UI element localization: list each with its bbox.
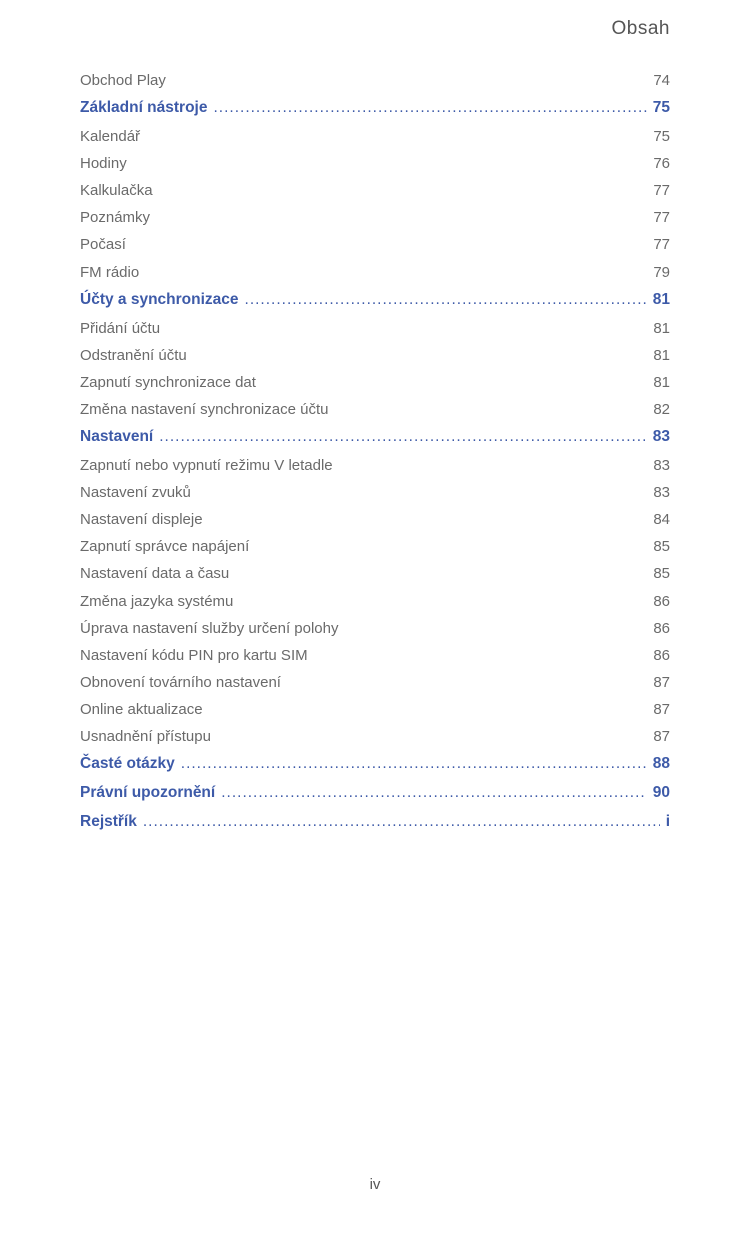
toc-entry-title: Základní nástroje	[80, 99, 208, 117]
toc-entry-page: 77	[653, 209, 670, 227]
toc-entry-title: Nastavení	[80, 428, 154, 446]
toc-entry[interactable]	[80, 484, 670, 511]
toc-entry-page: 87	[653, 673, 670, 691]
toc-entry[interactable]	[80, 647, 670, 674]
toc-entry-page: 88	[652, 755, 670, 773]
toc-section-entry[interactable]	[80, 755, 670, 784]
toc-entry-title: Počasí	[80, 236, 126, 254]
toc-section-entry[interactable]	[80, 428, 670, 457]
toc-entry[interactable]	[80, 701, 670, 728]
toc-entry-title: Obnovení továrního nastavení	[80, 673, 281, 691]
toc-entry-page: 86	[653, 592, 670, 610]
toc-entry[interactable]	[80, 565, 670, 592]
running-header: Obsah	[611, 18, 670, 39]
toc-entry-title: Kalkulačka	[80, 182, 153, 200]
toc-entry-page: 77	[653, 182, 670, 200]
dot-leader	[181, 755, 647, 773]
toc-entry-page: 81	[653, 373, 670, 391]
dot-leader	[245, 291, 647, 309]
toc-entry-page: 75	[652, 99, 670, 117]
toc-entry-page: 86	[653, 619, 670, 637]
toc-entry-title: Online aktualizace	[80, 700, 203, 718]
toc-entry-title: Nastavení data a času	[80, 565, 230, 583]
toc-entry-title: Zapnutí synchronizace dat	[80, 373, 256, 391]
toc-entry[interactable]	[80, 264, 670, 291]
toc-entry[interactable]	[80, 347, 670, 374]
dot-leader	[213, 99, 646, 117]
table-of-contents	[80, 72, 670, 842]
toc-entry-title: Úprava nastavení služby určení polohy	[80, 619, 339, 637]
toc-entry-page: 83	[652, 428, 670, 446]
toc-entry-title: Usnadnění přístupu	[80, 727, 211, 745]
toc-entry-page: 87	[653, 727, 670, 745]
toc-entry-page: 87	[653, 700, 670, 718]
toc-entry-page: 74	[653, 72, 670, 89]
toc-entry-page: 79	[653, 263, 670, 281]
toc-entry-page: 75	[653, 128, 670, 146]
toc-entry[interactable]	[80, 401, 670, 428]
toc-entry-page: 81	[653, 346, 670, 364]
dot-leader	[221, 784, 647, 802]
toc-entry[interactable]	[80, 374, 670, 401]
toc-entry-title: Hodiny	[80, 155, 127, 173]
toc-entry[interactable]	[80, 236, 670, 263]
toc-entry-page: 90	[652, 784, 670, 802]
toc-entry-title: Nastavení displeje	[80, 511, 203, 529]
toc-entry-title: Zapnutí nebo vypnutí režimu V letadle	[80, 457, 333, 475]
toc-entry[interactable]	[80, 457, 670, 484]
toc-entry-title: Poznámky	[80, 209, 151, 227]
toc-section-entry[interactable]	[80, 784, 670, 813]
dot-leader	[143, 813, 660, 831]
toc-entry-title: Zapnutí správce napájení	[80, 538, 250, 556]
toc-entry[interactable]	[80, 674, 670, 701]
toc-entry-page: 81	[653, 319, 670, 337]
toc-entry[interactable]	[80, 182, 670, 209]
toc-entry-page: 77	[653, 236, 670, 254]
toc-entry-page: 83	[653, 457, 670, 475]
toc-entry-title: Právní upozornění	[80, 784, 216, 802]
toc-entry[interactable]	[80, 538, 670, 565]
toc-entry[interactable]	[80, 511, 670, 538]
toc-entry-page: 76	[653, 155, 670, 173]
toc-entry[interactable]	[80, 128, 670, 155]
toc-entry-title: Nastavení zvuků	[80, 484, 191, 502]
toc-entry[interactable]	[80, 155, 670, 182]
toc-entry-page: 86	[653, 646, 670, 664]
toc-entry[interactable]	[80, 209, 670, 236]
toc-entry[interactable]	[80, 72, 670, 99]
toc-entry-title: Časté otázky	[80, 755, 175, 773]
toc-entry-title: FM rádio	[80, 263, 140, 281]
toc-entry[interactable]	[80, 620, 670, 647]
toc-entry[interactable]	[80, 320, 670, 347]
toc-section-entry[interactable]	[80, 99, 670, 128]
toc-entry-title: Účty a synchronizace	[80, 290, 239, 308]
toc-section-entry[interactable]	[80, 813, 670, 842]
toc-entry-page: 84	[653, 511, 670, 529]
toc-entry-page: 83	[653, 484, 670, 502]
toc-entry-page: i	[665, 813, 670, 831]
toc-entry-page: 81	[652, 290, 670, 308]
toc-entry-title: Přidání účtu	[80, 319, 161, 337]
toc-entry-title: Změna jazyka systému	[80, 592, 234, 610]
toc-entry-page: 85	[653, 538, 670, 556]
toc-section-entry[interactable]	[80, 291, 670, 320]
toc-entry-page: 85	[653, 565, 670, 583]
toc-entry-title: Změna nastavení synchronizace účtu	[80, 400, 329, 418]
toc-entry-title: Rejstřík	[80, 813, 137, 831]
toc-entry-title: Kalendář	[80, 128, 141, 146]
toc-entry[interactable]	[80, 728, 670, 755]
dot-leader	[159, 428, 647, 446]
toc-entry[interactable]	[80, 593, 670, 620]
page-number: iv	[369, 1176, 381, 1193]
toc-entry-title: Obchod Play	[80, 72, 166, 89]
toc-entry-title: Nastavení kódu PIN pro kartu SIM	[80, 646, 308, 664]
toc-entry-page: 82	[653, 400, 670, 418]
toc-entry-title: Odstranění účtu	[80, 346, 187, 364]
